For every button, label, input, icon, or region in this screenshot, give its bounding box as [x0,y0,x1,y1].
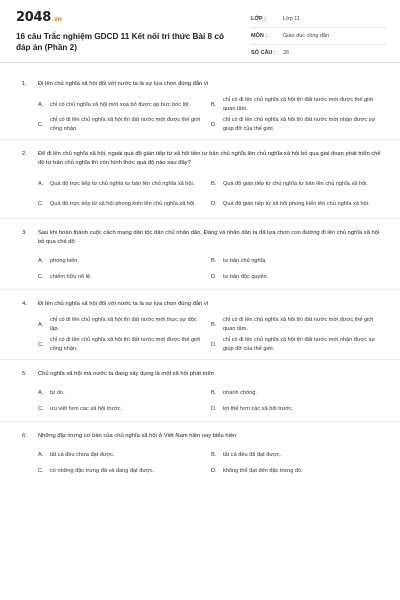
meta-label: LỚP : [251,16,266,22]
option-letter: C. [38,200,44,207]
answer-option[interactable] [38,335,211,355]
answer-option[interactable] [211,269,384,285]
option-text: chiếm hữu nô lệ. [50,273,92,280]
option-text: Quá độ trực tiếp từ xã hội phong kiến lên chủ nghĩa xã hội. [50,200,196,207]
answer-option[interactable] [38,463,211,479]
answer-option[interactable] [211,463,384,479]
question [0,290,400,360]
question-number: 4. [22,301,27,307]
option-letter: C. [38,341,44,348]
answer-option[interactable] [211,95,384,115]
option-letter: B. [211,321,217,328]
option-text: chỉ có đi lên chủ nghĩa xã hội thì đất nước mới được thế giới quan tâm. [223,317,374,332]
answer-option[interactable] [38,447,211,463]
question [0,219,400,290]
question [0,422,400,483]
option-letter: D. [211,467,217,474]
option-letter: C. [38,121,44,128]
option-letter: D. [211,200,217,207]
option-text: chỉ có đi lên chủ nghĩa xã hội thì đất nước mới nhận được sự giúp đỡ của thế giới. [223,337,376,352]
answer-option[interactable] [211,447,384,463]
meta-label: SỐ CÂU : [251,50,276,56]
answer-option[interactable] [38,385,211,401]
option-letter: C. [38,467,44,474]
answer-option[interactable] [211,385,384,401]
answer-option[interactable] [211,194,384,214]
option-text: có những đặc trưng đã và đang đạt được. [50,467,155,474]
option-text: tư bản độc quyền. [223,273,269,280]
option-letter: A. [38,257,44,264]
option-letter: B. [211,257,217,264]
question-text: Những đặc trưng cơ bản của chủ nghĩa xã hội ở Việt Nam hiện nay biểu hiện [38,433,237,439]
option-letter: A. [38,321,44,328]
option-letter: C. [38,405,44,412]
answer-option[interactable] [38,253,211,269]
option-letter: D. [211,341,217,348]
meta-info [251,11,386,61]
question-text: Để đi lên chủ nghĩa xã hội, ngoài quá độ gián tiếp từ xã hội tiền tư bản chủ nghĩa lên chủ nghĩa xã hội bỏ qua giai đoạn phát triển chế độ tư bản chủ nghĩa thì còn hình thức quá độ nào sau đây? [38,151,381,166]
question-list [0,70,400,483]
option-letter: B. [211,180,217,187]
option-letter: B. [211,101,217,108]
option-text: chỉ có chủ nghĩa xã hội mới xoá bỏ được áp bức bóc lột. [50,101,191,108]
answer-option[interactable] [211,253,384,269]
option-letter: D. [211,405,217,412]
answer-option[interactable] [38,174,211,194]
answer-option[interactable] [38,115,211,135]
meta-value: Lớp 11 [283,16,300,22]
answer-option[interactable] [211,335,384,355]
question [0,360,400,422]
question [0,140,400,219]
option-letter: A. [38,389,44,396]
option-letter: B. [211,451,217,458]
option-text: phong kiến. [50,257,79,264]
option-letter: A. [38,180,44,187]
question-number: 3. [22,230,27,236]
header [0,0,400,63]
option-letter: D. [211,121,217,128]
option-text: lợi thế hơn các xã hội trước. [223,405,294,412]
option-text: chỉ có đi lên chủ nghĩa xã hội thì đất nước mới nhận được sự giúp đỡ của thế giới. [223,117,376,132]
question-number: 6. [22,433,27,439]
option-letter: A. [38,451,44,458]
option-letter: B. [211,389,217,396]
option-text: Quá độ gián tiếp từ chủ nghĩa tư bản lên chủ nghĩa xã hội. [223,180,368,187]
option-text: tất cả đều chưa đạt được. [50,451,115,458]
option-text: chỉ có đi lên chủ nghĩa xã hội thì đất nước mới được thế giới công nhận. [50,337,201,352]
option-letter: C. [38,273,44,280]
option-text: chỉ có đi lên chủ nghĩa xã hội thì đất nước mới thực sự độc lập. [50,317,197,332]
option-text: nhanh chóng. [223,389,257,396]
question-number: 5. [22,371,27,377]
option-text: tất cả đều đã đạt được. [223,451,282,458]
question-text: Sau khi hoàn thành cuộc cách mạng dân tộc dân chủ nhân dân, Đảng và nhân dân ta đã lựa chọn con đường đi lên chủ nghĩa xã hội bỏ qua chế độ [38,230,380,245]
option-text: tự do. [50,389,65,396]
meta-row-count [251,45,386,61]
page-title: 16 câu Trắc nghiệm GDCD 11 Kết nối tri thức Bài 8 có đáp án (Phần 2) [16,32,224,52]
answer-option[interactable] [211,401,384,417]
option-text: chỉ có đi lên chủ nghĩa xã hội thì đất nước mới được thế giới công nhận. [50,117,201,132]
meta-row-class [251,11,386,28]
answer-option[interactable] [38,401,211,417]
meta-value: Giáo dục công dân [283,33,330,39]
option-text: tư bản chủ nghĩa. [223,257,267,264]
option-text: Quá độ gián tiếp từ xã hội phong kiến lên chủ nghĩa xã hội. [223,200,370,207]
question-text: Đi lên chủ nghĩa xã hội đối với nước ta là sự lựa chọn đúng đắn vì [38,81,209,87]
option-text: ưu việt hơn các xã hội trước. [50,405,123,412]
answer-option[interactable] [211,115,384,135]
answer-option[interactable] [38,194,211,214]
question-number: 1. [22,81,27,87]
site-logo[interactable] [16,10,62,25]
option-letter: D. [211,273,217,280]
answer-option[interactable] [38,269,211,285]
answer-option[interactable] [211,174,384,194]
meta-row-subject [251,28,386,45]
logo-suffix: .vn [51,16,62,23]
answer-option[interactable] [38,315,211,335]
option-text: Quá độ trực tiếp từ chủ nghĩa tư bản lên chủ nghĩa xã hội. [50,180,195,187]
answer-option[interactable] [38,95,211,115]
question-text: Đi lên chủ nghĩa xã hội đối với nước ta là sự lựa chọn đúng đắn vì [38,301,209,307]
option-text: không thể đạt đến đặc trưng đó. [223,467,303,474]
meta-label: MÔN : [251,33,268,39]
option-letter: A. [38,101,44,108]
option-text: chỉ có đi lên chủ nghĩa xã hội thì đất nước mới được thế giới quan tâm. [223,97,374,112]
answer-option[interactable] [211,315,384,335]
question-number: 2. [22,151,27,157]
question-text: Chủ nghĩa xã hội mà nước ta đang xây dựng là một xã hội phát triển [38,371,214,377]
meta-value: 26 [283,50,290,56]
question [0,70,400,140]
logo-text: 2048 [16,10,51,25]
